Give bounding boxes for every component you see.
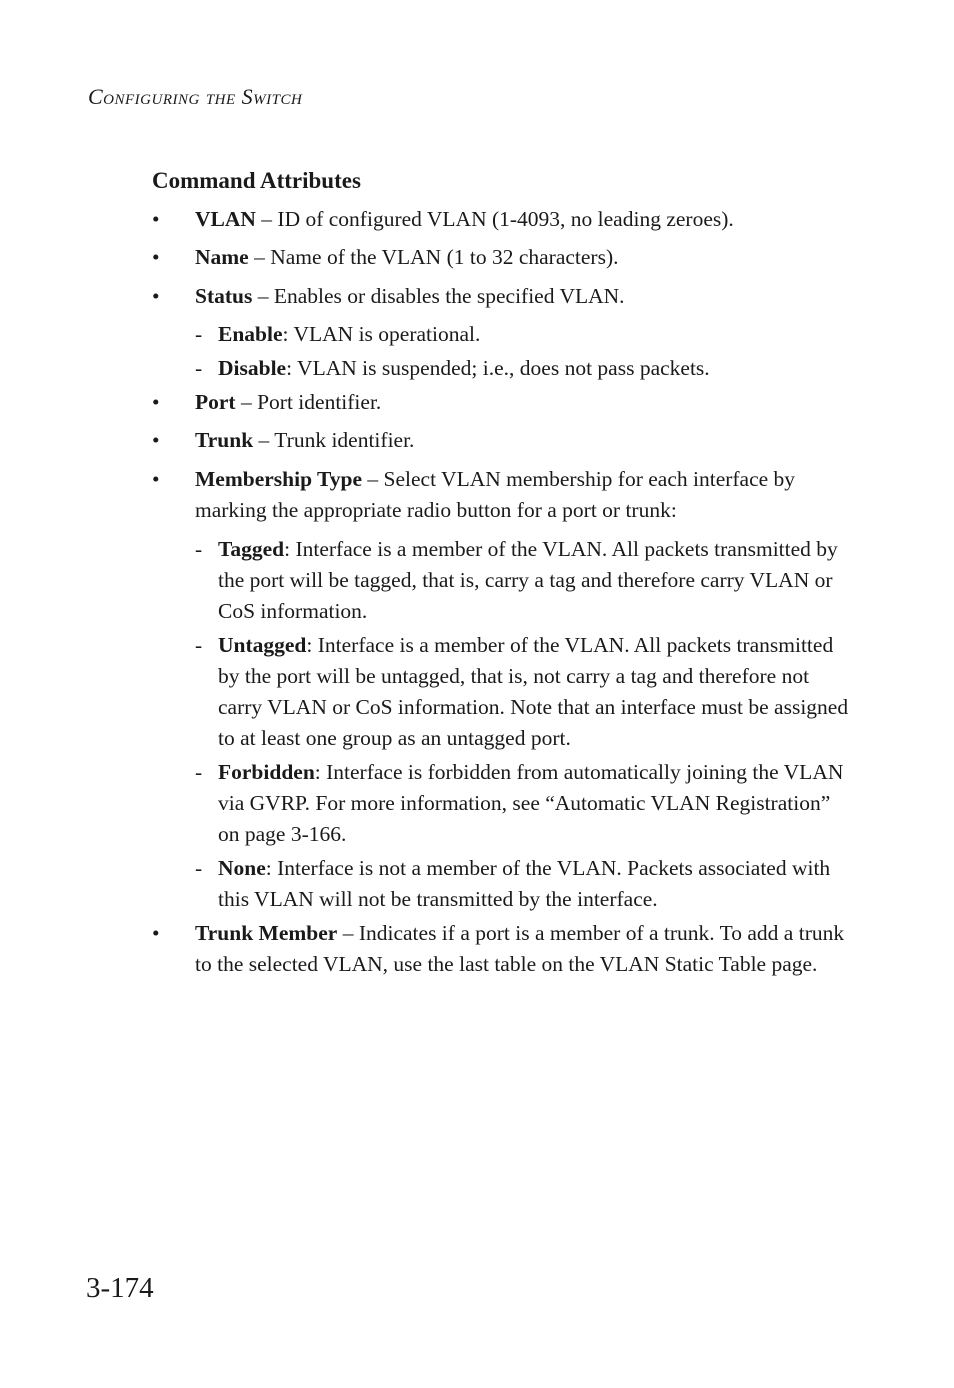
item-text: – Select VLAN membership for each interface by marking the appropriate radio button for a port or trunk: bbox=[195, 467, 796, 522]
running-header-text: Configuring the Switch bbox=[88, 84, 303, 109]
membership-option-forbidden bbox=[195, 757, 852, 850]
status-option-disable bbox=[195, 353, 852, 384]
item-term: Port bbox=[195, 390, 236, 414]
bullet-glyph: • bbox=[152, 245, 160, 269]
item-term: Membership Type bbox=[195, 467, 363, 491]
option-text: : Interface is forbidden from automatically joining the VLAN via GVRP. For more information, see “Automatic VLAN Registration” on page 3-166. bbox=[218, 760, 844, 846]
option-text: : VLAN is suspended; i.e., does not pass packets. bbox=[286, 356, 710, 380]
bullet-glyph: • bbox=[152, 921, 160, 945]
option-term: Disable bbox=[218, 356, 287, 380]
item-text: – Name of the VLAN (1 to 32 characters). bbox=[248, 245, 619, 269]
option-text: : Interface is a member of the VLAN. All packets transmitted by the port will be untagged, that is, not carry a tag and therefore not carry VLAN or CoS information. Note that an interface must be assigned to at least one group as an untagged port. bbox=[218, 633, 849, 750]
running-header bbox=[88, 84, 302, 110]
option-term: Forbidden bbox=[218, 760, 315, 784]
item-term: Trunk bbox=[195, 428, 254, 452]
list-item-name bbox=[152, 242, 852, 273]
page-number: 3-174 bbox=[86, 1272, 154, 1304]
membership-option-untagged bbox=[195, 630, 852, 754]
list-item-status bbox=[152, 281, 852, 312]
bullet-glyph: • bbox=[152, 284, 160, 308]
item-term: Status bbox=[195, 284, 253, 308]
dash-glyph: - bbox=[195, 322, 203, 346]
bullet-glyph: • bbox=[152, 467, 160, 491]
list-item-vlan bbox=[152, 204, 852, 235]
list-item-membership-type bbox=[152, 464, 852, 526]
dash-glyph: - bbox=[195, 856, 203, 880]
item-text: – ID of configured VLAN (1-4093, no leading zeroes). bbox=[255, 207, 734, 231]
bullet-glyph: • bbox=[152, 207, 160, 231]
option-term: Tagged bbox=[218, 537, 285, 561]
option-term: Enable bbox=[218, 322, 283, 346]
item-term: VLAN bbox=[195, 207, 256, 231]
dash-glyph: - bbox=[195, 356, 203, 380]
bullet-glyph: • bbox=[152, 428, 160, 452]
option-text: : Interface is not a member of the VLAN. Packets associated with this VLAN will not be transmitted by the interface. bbox=[218, 856, 831, 911]
list-item-port bbox=[152, 387, 852, 418]
item-text: – Indicates if a port is a member of a trunk. To add a trunk to the selected VLAN, use the last table on the VLAN Static Table page. bbox=[195, 921, 845, 976]
list-item-trunk bbox=[152, 425, 852, 456]
dash-glyph: - bbox=[195, 633, 203, 657]
dash-glyph: - bbox=[195, 537, 203, 561]
status-option-enable bbox=[195, 319, 852, 350]
item-text: – Trunk identifier. bbox=[253, 428, 415, 452]
bullet-glyph: • bbox=[152, 390, 160, 414]
dash-glyph: - bbox=[195, 760, 203, 784]
attribute-list bbox=[152, 204, 852, 980]
option-term: None bbox=[218, 856, 266, 880]
membership-option-none bbox=[195, 853, 852, 915]
option-text: : VLAN is operational. bbox=[282, 322, 481, 346]
membership-option-tagged bbox=[195, 534, 852, 627]
option-term: Untagged bbox=[218, 633, 307, 657]
item-term: Name bbox=[195, 245, 249, 269]
option-text: : Interface is a member of the VLAN. All packets transmitted by the port will be tagged, that is, carry a tag and therefore carry VLAN or CoS information. bbox=[218, 537, 838, 623]
item-text: – Port identifier. bbox=[235, 390, 382, 414]
item-text: – Enables or disables the specified VLAN. bbox=[252, 284, 625, 308]
section-title: Command Attributes bbox=[152, 168, 361, 193]
item-term: Trunk Member bbox=[195, 921, 338, 945]
list-item-trunk-member bbox=[152, 918, 852, 980]
